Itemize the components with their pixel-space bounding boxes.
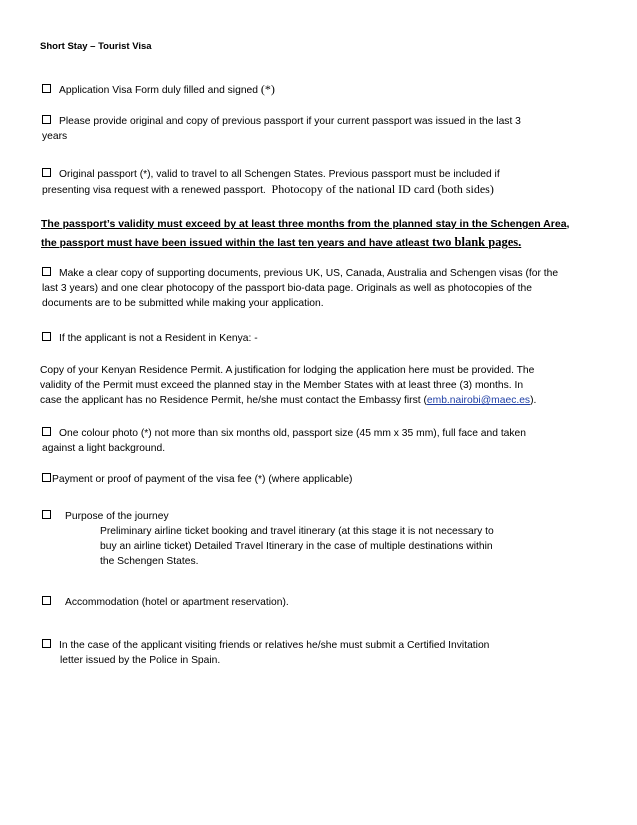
- item-text: Original passport (*), valid to travel to all Schengen States. Previous passport must be included if: [59, 169, 500, 180]
- item-text: If the applicant is not a Resident in Kenya: -: [59, 333, 258, 344]
- embassy-email-link[interactable]: emb.nairobi@maec.es: [426, 395, 531, 406]
- checklist-item-previous-passport: [42, 114, 521, 144]
- checklist-item-copies: Make a clear copy of supporting documents, previous UK, US, Canada, Australia and Schengen visas (for the last 3 years) and one clear photocopy of the passport bio-data page. Originals as well as photocopies of the documents are to be submitted while making your application.: [42, 268, 559, 309]
- item-text: Make a clear copy of supporting documents, previous UK, US, Canada, Australia and Schengen visas (for the: [59, 268, 559, 279]
- checkbox-icon[interactable]: [42, 473, 51, 482]
- residence-permit-paragraph: Copy of your Kenyan Residence Permit. A justification for lodging the application here must be provided. The validity of the Permit must exceed the planned stay in the Member States with at least three (3) months. In case the applicant has no Residence Permit, he/she must contact the Embassy first (emb.nairobi@maec.es).: [40, 365, 537, 406]
- checkbox-icon[interactable]: [42, 84, 51, 93]
- checkbox-icon[interactable]: [42, 510, 51, 519]
- checklist-item-invitation: In the case of the applicant visiting friends or relatives he/she must submit a Certified Invitation letter issued by the Police in Spain.: [42, 638, 489, 668]
- passport-validity-notice: The passport’s validity must exceed by at least three months from the planned stay in the Schengen Area, the passport must have been issued within the last ten years and have atleast two blank pages.: [41, 218, 570, 249]
- checkbox-icon[interactable]: [42, 596, 51, 605]
- item-text: Payment or proof of payment of the visa fee (*) (where applicable): [52, 474, 353, 485]
- item-text: Please provide original and copy of previous passport if your current passport was issued in the last 3: [59, 116, 521, 127]
- checkbox-icon[interactable]: [42, 332, 51, 341]
- checklist-item-photo: One colour photo (*) not more than six months old, passport size (45 mm x 35 mm), full face and taken against a light background.: [42, 428, 527, 454]
- page-title: Short Stay – Tourist Visa: [40, 41, 152, 52]
- checklist-item-accommodation: [42, 595, 289, 610]
- checkbox-icon[interactable]: [42, 427, 51, 436]
- item-text: Purpose of the journey: [65, 511, 169, 522]
- checkbox-icon[interactable]: [42, 115, 51, 124]
- item-text: presenting visa request with a renewed passport.: [42, 185, 266, 196]
- item-text: years: [42, 131, 68, 142]
- checklist-item-not-resident: [42, 331, 258, 346]
- item-text: One colour photo (*) not more than six months old, passport size (45 mm x 35 mm), full face and taken: [59, 428, 527, 439]
- item-text: Accommodation (hotel or apartment reservation).: [65, 597, 289, 608]
- checklist-item-original-passport: Original passport (*), valid to travel to all Schengen States. Previous passport must be included if presenting visa request with a renewed passport. Photocopy of the national ID card (both sides): [42, 169, 500, 196]
- checkbox-icon[interactable]: [42, 639, 51, 648]
- purpose-details: Preliminary airline ticket booking and travel itinerary (at this stage it is not necessary to buy an airline ticket) Detailed Travel Itinerary in the case of multiple destinations within the Schengen States.: [100, 526, 494, 567]
- checkbox-icon[interactable]: [42, 168, 51, 177]
- item-text: Application Visa Form duly filled and signed: [59, 85, 258, 96]
- checkbox-icon[interactable]: [42, 267, 51, 276]
- checklist-item-application-form: Application Visa Form duly filled and signed (*): [42, 82, 275, 98]
- checklist-item-payment: [42, 472, 352, 487]
- item-text: In the case of the applicant visiting friends or relatives he/she must submit a Certified Invitation: [59, 640, 490, 651]
- checklist-item-purpose: [42, 509, 169, 524]
